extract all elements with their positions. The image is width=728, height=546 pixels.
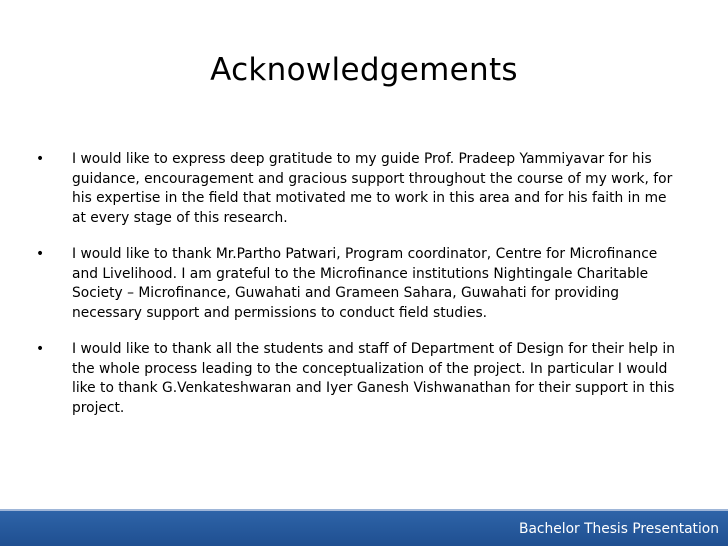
list-item xyxy=(36,150,676,228)
list-item xyxy=(36,340,676,418)
bullet-list xyxy=(36,150,676,435)
bullet-symbol: • xyxy=(36,246,45,262)
footer-bar xyxy=(0,509,728,546)
slide-title: Acknowledgements xyxy=(210,52,518,88)
bullet-text: I would like to thank Mr.Partho Patwari, Program coordinator, Centre for Microfinance and Livelihood. I am grateful to the Microfinance institutions Nightingale Charitable Society – Microfinance, Guwahati and Grameen Sahara, Guwahati for providing necessary support and permissions to conduct field studies. xyxy=(72,246,658,321)
bullet-text: I would like to thank all the students and staff of Department of Design for their help in the whole process leading to the conceptualization of the project. In particular I would like to thank G.Venkateshwaran and Iyer Ganesh Vishwanathan for their support in this project. xyxy=(72,341,675,416)
bullet-symbol: • xyxy=(36,151,45,167)
bullet-symbol: • xyxy=(36,341,45,357)
bullet-text: I would like to express deep gratitude to my guide Prof. Pradeep Yammiyavar for his guidance, encouragement and gracious support throughout the course of my work, for his expertise in the field that motivated me to work in this area and for his faith in me at every stage of this research. xyxy=(72,151,673,226)
footer-label: Bachelor Thesis Presentation xyxy=(519,521,719,537)
list-item xyxy=(36,245,676,323)
